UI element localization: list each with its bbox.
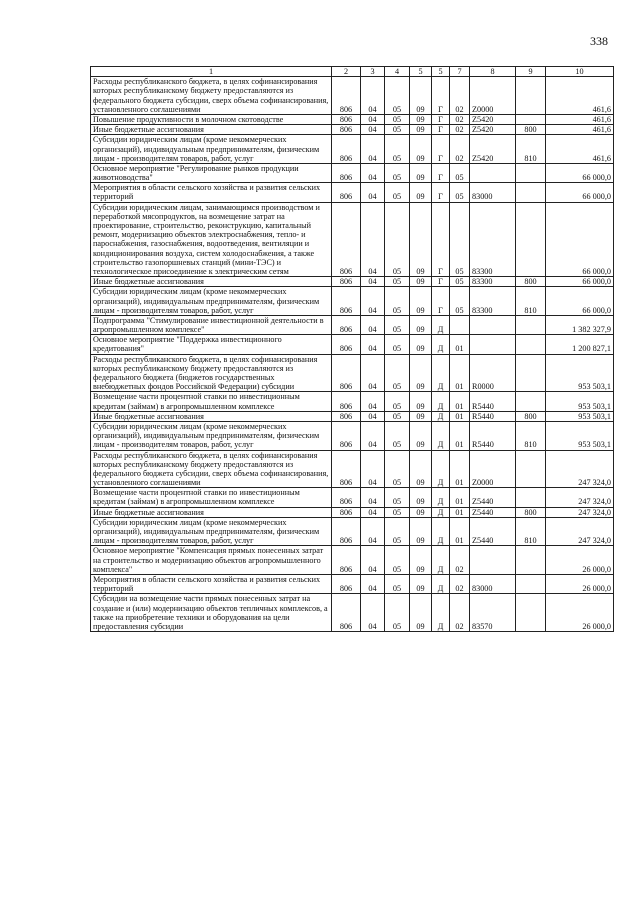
direction-code: R5440 xyxy=(470,411,516,421)
ministry-code: 806 xyxy=(332,450,361,488)
event-code: 01 xyxy=(450,411,470,421)
table-row xyxy=(91,392,614,411)
table-row xyxy=(91,77,614,115)
event-code: 05 xyxy=(450,277,470,287)
subsection-code: 05 xyxy=(385,335,410,354)
table-row xyxy=(91,354,614,392)
expense-type-code xyxy=(516,488,546,507)
item-name: Повышение продуктивности в молочном скотоводстве xyxy=(91,114,332,124)
subsection-code: 05 xyxy=(385,277,410,287)
event-code: 01 xyxy=(450,507,470,517)
expense-type-code xyxy=(516,354,546,392)
subsection-code: 05 xyxy=(385,163,410,182)
expense-type-code xyxy=(516,594,546,632)
program-code: 09 xyxy=(410,183,432,202)
direction-code: 83000 xyxy=(470,574,516,593)
item-name: Возмещение части процентной ставки по инвестиционным кредитам (займам) в агропромышленном комплексе xyxy=(91,392,332,411)
expense-type-code: 810 xyxy=(516,287,546,316)
expense-type-code xyxy=(516,202,546,277)
expense-type-code: 800 xyxy=(516,125,546,135)
subsection-code: 05 xyxy=(385,183,410,202)
subsection-code: 05 xyxy=(385,507,410,517)
table-row xyxy=(91,183,614,202)
item-name: Расходы республиканского бюджета, в целях софинансирования которых республиканскому бюджету предоставляются из федерального бюджета субсидии, сверх объема софинансирования, установленного соглашениями xyxy=(91,77,332,115)
expense-type-code xyxy=(516,450,546,488)
section-code: 04 xyxy=(361,354,385,392)
item-name: Расходы республиканского бюджета, в целях софинансирования которых республиканскому бюджету предоставляются из федерального бюджета субсидии, сверх объема софинансирования, установленного соглашениями xyxy=(91,450,332,488)
ministry-code: 806 xyxy=(332,77,361,115)
program-code: 09 xyxy=(410,163,432,182)
program-code: 09 xyxy=(410,287,432,316)
subsection-code: 05 xyxy=(385,411,410,421)
expense-type-code xyxy=(516,183,546,202)
program-code: 09 xyxy=(410,202,432,277)
column-number: 7 xyxy=(450,67,470,77)
amount: 66 000,0 xyxy=(546,183,614,202)
event-code: 05 xyxy=(450,183,470,202)
subsection-code: 05 xyxy=(385,488,410,507)
item-name: Субсидии юридическим лицам (кроме некоммерческих организаций), индивидуальным предпринимателям, физическим лицам - производителям товаров, работ, услуг xyxy=(91,135,332,164)
ministry-code: 806 xyxy=(332,517,361,546)
item-name: Основное мероприятие "Регулирование рынков продукции животноводства" xyxy=(91,163,332,182)
section-code: 04 xyxy=(361,183,385,202)
section-code: 04 xyxy=(361,287,385,316)
ministry-code: 806 xyxy=(332,488,361,507)
direction-code: Z5440 xyxy=(470,488,516,507)
direction-code: 83300 xyxy=(470,277,516,287)
ministry-code: 806 xyxy=(332,546,361,575)
amount: 247 324,0 xyxy=(546,488,614,507)
amount: 247 324,0 xyxy=(546,450,614,488)
item-name: Субсидии юридическим лицам (кроме некоммерческих организаций), индивидуальным предпринимателям, физическим лицам - производителям товаров, работ, услуг xyxy=(91,421,332,450)
program-code: 09 xyxy=(410,77,432,115)
direction-code: Z5440 xyxy=(470,517,516,546)
table-header xyxy=(91,67,614,77)
column-number-row xyxy=(91,67,614,77)
amount: 953 503,1 xyxy=(546,421,614,450)
ministry-code: 806 xyxy=(332,183,361,202)
ministry-code: 806 xyxy=(332,125,361,135)
section-code: 04 xyxy=(361,574,385,593)
expense-type-code: 810 xyxy=(516,135,546,164)
subprogram-code: Д xyxy=(432,450,450,488)
event-code: 02 xyxy=(450,77,470,115)
amount: 461,6 xyxy=(546,125,614,135)
direction-code: 83570 xyxy=(470,594,516,632)
program-code: 09 xyxy=(410,125,432,135)
subsection-code: 05 xyxy=(385,315,410,334)
subprogram-code: Д xyxy=(432,507,450,517)
program-code: 09 xyxy=(410,354,432,392)
section-code: 04 xyxy=(361,411,385,421)
expense-type-code xyxy=(516,392,546,411)
amount: 66 000,0 xyxy=(546,163,614,182)
column-number: 8 xyxy=(470,67,516,77)
direction-code xyxy=(470,163,516,182)
amount: 66 000,0 xyxy=(546,202,614,277)
ministry-code: 806 xyxy=(332,163,361,182)
table-row xyxy=(91,546,614,575)
subprogram-code: Д xyxy=(432,517,450,546)
amount: 1 382 327,9 xyxy=(546,315,614,334)
subsection-code: 05 xyxy=(385,392,410,411)
program-code: 09 xyxy=(410,488,432,507)
item-name: Возмещение части процентной ставки по инвестиционным кредитам (займам) в агропромышленном комплексе xyxy=(91,488,332,507)
subprogram-code: Д xyxy=(432,488,450,507)
table-row xyxy=(91,277,614,287)
item-name: Мероприятия в области сельского хозяйства и развития сельских территорий xyxy=(91,574,332,593)
table-row xyxy=(91,594,614,632)
program-code: 09 xyxy=(410,421,432,450)
table-row xyxy=(91,421,614,450)
ministry-code: 806 xyxy=(332,114,361,124)
amount: 66 000,0 xyxy=(546,287,614,316)
section-code: 04 xyxy=(361,315,385,334)
table-row xyxy=(91,135,614,164)
section-code: 04 xyxy=(361,488,385,507)
event-code: 01 xyxy=(450,517,470,546)
item-name: Расходы республиканского бюджета, в целях софинансирования которых республиканскому бюджету предоставляются из федерального бюджета (бюджетов государственных внебюджетных фондов Российской Федерации) субсидии xyxy=(91,354,332,392)
event-code: 05 xyxy=(450,287,470,316)
program-code: 09 xyxy=(410,546,432,575)
item-name: Основное мероприятие "Поддержка инвестиционного кредитования" xyxy=(91,335,332,354)
section-code: 04 xyxy=(361,125,385,135)
direction-code: Z5420 xyxy=(470,114,516,124)
section-code: 04 xyxy=(361,421,385,450)
ministry-code: 806 xyxy=(332,315,361,334)
ministry-code: 806 xyxy=(332,507,361,517)
subprogram-code: Г xyxy=(432,183,450,202)
table-body xyxy=(91,77,614,632)
event-code: 01 xyxy=(450,335,470,354)
table-row xyxy=(91,517,614,546)
event-code: 01 xyxy=(450,392,470,411)
table-row xyxy=(91,335,614,354)
item-name: Субсидии на возмещение части прямых понесенных затрат на создание и (или) модернизацию объектов тепличных комплексов, а также на приобретение техники и оборудования на цели предоставления субсидии xyxy=(91,594,332,632)
subprogram-code: Д xyxy=(432,354,450,392)
expense-type-code: 810 xyxy=(516,517,546,546)
expense-type-code xyxy=(516,77,546,115)
expense-type-code: 810 xyxy=(516,421,546,450)
direction-code: Z5420 xyxy=(470,135,516,164)
item-name: Субсидии юридическим лицам, занимающимся производством и переработкой мясопродуктов, на возмещение затрат на проектирование, строительство, реконструкцию, капитальный ремонт, модернизацию объектов электроснабжения, тепло- и пароснабжения, газоснабжения, водоотведения, вентиляции и кондиционирования воздуха, систем холодоснабжения, а также строительство газопоршневых станций (мини-ТЭС) и технологическое присоединение к электрическим сетям xyxy=(91,202,332,277)
table-row xyxy=(91,574,614,593)
direction-code: 83000 xyxy=(470,183,516,202)
subprogram-code: Д xyxy=(432,392,450,411)
expense-type-code xyxy=(516,546,546,575)
item-name: Иные бюджетные ассигнования xyxy=(91,507,332,517)
amount: 461,6 xyxy=(546,135,614,164)
subprogram-code: Г xyxy=(432,125,450,135)
section-code: 04 xyxy=(361,335,385,354)
direction-code: R0000 xyxy=(470,354,516,392)
direction-code: R5440 xyxy=(470,392,516,411)
expense-type-code xyxy=(516,335,546,354)
item-name: Основное мероприятие "Компенсация прямых понесенных затрат на строительство и модернизацию объектов агропромышленного комплекса" xyxy=(91,546,332,575)
program-code: 09 xyxy=(410,507,432,517)
direction-code xyxy=(470,315,516,334)
expense-type-code xyxy=(516,574,546,593)
event-code: 02 xyxy=(450,594,470,632)
amount: 247 324,0 xyxy=(546,517,614,546)
amount: 953 503,1 xyxy=(546,411,614,421)
subprogram-code: Д xyxy=(432,421,450,450)
page-number: 338 xyxy=(590,34,608,48)
ministry-code: 806 xyxy=(332,574,361,593)
program-code: 09 xyxy=(410,335,432,354)
event-code: 02 xyxy=(450,125,470,135)
section-code: 04 xyxy=(361,507,385,517)
ministry-code: 806 xyxy=(332,421,361,450)
table-row xyxy=(91,411,614,421)
subprogram-code: Д xyxy=(432,315,450,334)
amount: 26 000,0 xyxy=(546,546,614,575)
amount: 26 000,0 xyxy=(546,594,614,632)
program-code: 09 xyxy=(410,277,432,287)
table-row xyxy=(91,287,614,316)
subprogram-code: Д xyxy=(432,411,450,421)
subsection-code: 05 xyxy=(385,77,410,115)
expense-type-code xyxy=(516,114,546,124)
subprogram-code: Г xyxy=(432,163,450,182)
event-code: 01 xyxy=(450,354,470,392)
section-code: 04 xyxy=(361,114,385,124)
event-code: 01 xyxy=(450,450,470,488)
column-number: 10 xyxy=(546,67,614,77)
ministry-code: 806 xyxy=(332,202,361,277)
expense-type-code: 800 xyxy=(516,411,546,421)
subsection-code: 05 xyxy=(385,114,410,124)
ministry-code: 806 xyxy=(332,594,361,632)
direction-code: R5440 xyxy=(470,421,516,450)
ministry-code: 806 xyxy=(332,392,361,411)
direction-code xyxy=(470,546,516,575)
table-row xyxy=(91,315,614,334)
column-number: 1 xyxy=(91,67,332,77)
column-number: 5 xyxy=(432,67,450,77)
subprogram-code: Д xyxy=(432,594,450,632)
amount: 461,6 xyxy=(546,77,614,115)
column-number: 3 xyxy=(361,67,385,77)
subprogram-code: Г xyxy=(432,114,450,124)
direction-code: Z5440 xyxy=(470,507,516,517)
section-code: 04 xyxy=(361,163,385,182)
amount: 953 503,1 xyxy=(546,354,614,392)
expense-type-code: 800 xyxy=(516,507,546,517)
section-code: 04 xyxy=(361,546,385,575)
ministry-code: 806 xyxy=(332,411,361,421)
direction-code: Z5420 xyxy=(470,125,516,135)
column-number: 9 xyxy=(516,67,546,77)
event-code: 01 xyxy=(450,488,470,507)
item-name: Субсидии юридическим лицам (кроме некоммерческих организаций), индивидуальным предпринимателям, физическим лицам - производителям товаров, работ, услуг xyxy=(91,517,332,546)
ministry-code: 806 xyxy=(332,354,361,392)
expense-type-code xyxy=(516,163,546,182)
expense-type-code xyxy=(516,315,546,334)
subsection-code: 05 xyxy=(385,546,410,575)
column-number: 2 xyxy=(332,67,361,77)
amount: 461,6 xyxy=(546,114,614,124)
program-code: 09 xyxy=(410,114,432,124)
event-code: 02 xyxy=(450,546,470,575)
column-number: 5 xyxy=(410,67,432,77)
section-code: 04 xyxy=(361,517,385,546)
subprogram-code: Г xyxy=(432,202,450,277)
expense-type-code: 800 xyxy=(516,277,546,287)
direction-code: 83300 xyxy=(470,287,516,316)
subsection-code: 05 xyxy=(385,287,410,316)
direction-code: 83300 xyxy=(470,202,516,277)
ministry-code: 806 xyxy=(332,335,361,354)
subsection-code: 05 xyxy=(385,574,410,593)
section-code: 04 xyxy=(361,77,385,115)
item-name: Подпрограмма "Стимулирование инвестиционной деятельности в агропромышленном комплексе" xyxy=(91,315,332,334)
subsection-code: 05 xyxy=(385,517,410,546)
program-code: 09 xyxy=(410,594,432,632)
direction-code: Z0000 xyxy=(470,450,516,488)
subsection-code: 05 xyxy=(385,421,410,450)
program-code: 09 xyxy=(410,517,432,546)
program-code: 09 xyxy=(410,574,432,593)
section-code: 04 xyxy=(361,450,385,488)
subprogram-code: Д xyxy=(432,335,450,354)
table-row xyxy=(91,202,614,277)
item-name: Иные бюджетные ассигнования xyxy=(91,125,332,135)
subsection-code: 05 xyxy=(385,354,410,392)
ministry-code: 806 xyxy=(332,135,361,164)
budget-table xyxy=(90,66,614,632)
program-code: 09 xyxy=(410,392,432,411)
ministry-code: 806 xyxy=(332,277,361,287)
item-name: Субсидии юридическим лицам (кроме некоммерческих организаций), индивидуальным предпринимателям, физическим лицам - производителям товаров, работ, услуг xyxy=(91,287,332,316)
event-code: 01 xyxy=(450,421,470,450)
section-code: 04 xyxy=(361,202,385,277)
event-code xyxy=(450,315,470,334)
subsection-code: 05 xyxy=(385,450,410,488)
table-row xyxy=(91,488,614,507)
amount: 1 200 827,1 xyxy=(546,335,614,354)
direction-code xyxy=(470,335,516,354)
table-row xyxy=(91,163,614,182)
section-code: 04 xyxy=(361,392,385,411)
amount: 953 503,1 xyxy=(546,392,614,411)
table-row xyxy=(91,450,614,488)
amount: 26 000,0 xyxy=(546,574,614,593)
subsection-code: 05 xyxy=(385,125,410,135)
subprogram-code: Г xyxy=(432,135,450,164)
subprogram-code: Г xyxy=(432,277,450,287)
event-code: 05 xyxy=(450,202,470,277)
subsection-code: 05 xyxy=(385,202,410,277)
event-code: 02 xyxy=(450,135,470,164)
ministry-code: 806 xyxy=(332,287,361,316)
subprogram-code: Г xyxy=(432,77,450,115)
subprogram-code: Д xyxy=(432,546,450,575)
section-code: 04 xyxy=(361,594,385,632)
section-code: 04 xyxy=(361,277,385,287)
item-name: Иные бюджетные ассигнования xyxy=(91,411,332,421)
section-code: 04 xyxy=(361,135,385,164)
program-code: 09 xyxy=(410,411,432,421)
event-code: 02 xyxy=(450,574,470,593)
event-code: 05 xyxy=(450,163,470,182)
subprogram-code: Г xyxy=(432,287,450,316)
subprogram-code: Д xyxy=(432,574,450,593)
amount: 66 000,0 xyxy=(546,277,614,287)
item-name: Иные бюджетные ассигнования xyxy=(91,277,332,287)
subsection-code: 05 xyxy=(385,135,410,164)
direction-code: Z0000 xyxy=(470,77,516,115)
table-row xyxy=(91,125,614,135)
column-number: 4 xyxy=(385,67,410,77)
subsection-code: 05 xyxy=(385,594,410,632)
event-code: 02 xyxy=(450,114,470,124)
program-code: 09 xyxy=(410,315,432,334)
item-name: Мероприятия в области сельского хозяйства и развития сельских территорий xyxy=(91,183,332,202)
amount: 247 324,0 xyxy=(546,507,614,517)
table-row xyxy=(91,507,614,517)
program-code: 09 xyxy=(410,135,432,164)
table-row xyxy=(91,114,614,124)
program-code: 09 xyxy=(410,450,432,488)
